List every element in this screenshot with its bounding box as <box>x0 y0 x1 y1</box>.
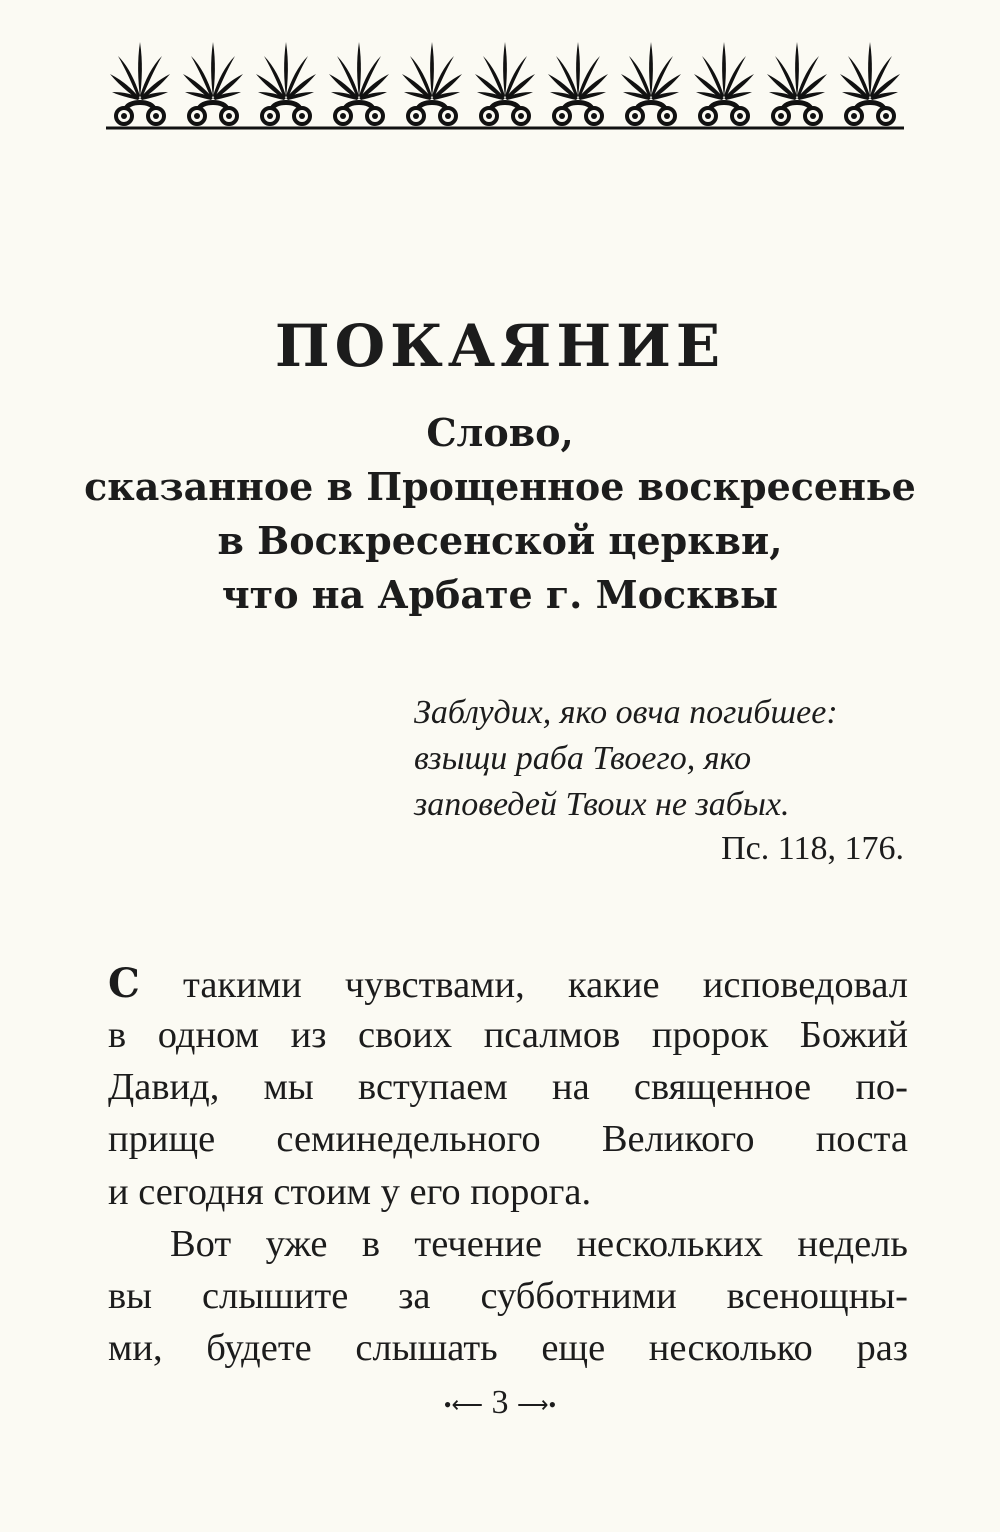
body-line-4: прище семинедельного Великого поста <box>108 1118 908 1160</box>
drop-cap: С <box>108 960 140 1007</box>
subtitle-line-3: в Воскресенской церкви, <box>217 518 783 563</box>
epigraph-line-1: Заблудих, яко овча погибшее: <box>414 694 838 731</box>
right-flourish-icon: ⟶• <box>517 1392 557 1418</box>
epigraph-citation: Пс. 118, 176. <box>721 830 904 867</box>
body-line-2: в одном из своих псалмов пророк Божий <box>108 1014 908 1056</box>
subtitle-line-2: сказанное в Прощенное воскресенье <box>84 464 916 509</box>
body-line-6: Вот уже в течение нескольких недель <box>170 1223 908 1265</box>
body-line-8: ми, будете слышать еще несколько раз <box>108 1327 908 1369</box>
body-line-3: Давид, мы вступаем на священное по- <box>108 1066 908 1108</box>
body-line-1-text: такими чувствами, какие исповедовал <box>139 964 908 1006</box>
body-line-5: и сегодня стоим у его порога. <box>108 1171 592 1213</box>
page-title: ПОКАЯНИЕ <box>274 312 726 380</box>
body-line-1 <box>108 960 908 1007</box>
page-number <box>0 1384 1000 1422</box>
left-flourish-icon: •⟵ <box>443 1392 483 1418</box>
epigraph-line-3: заповедей Твоих не забых. <box>414 786 790 823</box>
body-line-7: вы слышите за субботними всенощны- <box>108 1275 908 1317</box>
subtitle-line-4: что на Арбате г. Москвы <box>221 572 779 617</box>
page-number-value: 3 <box>491 1384 509 1421</box>
epigraph-line-2: взыщи раба Твоего, яко <box>414 740 752 777</box>
subtitle-line-1: Слово, <box>426 410 574 455</box>
ornamental-header-border <box>104 36 906 130</box>
